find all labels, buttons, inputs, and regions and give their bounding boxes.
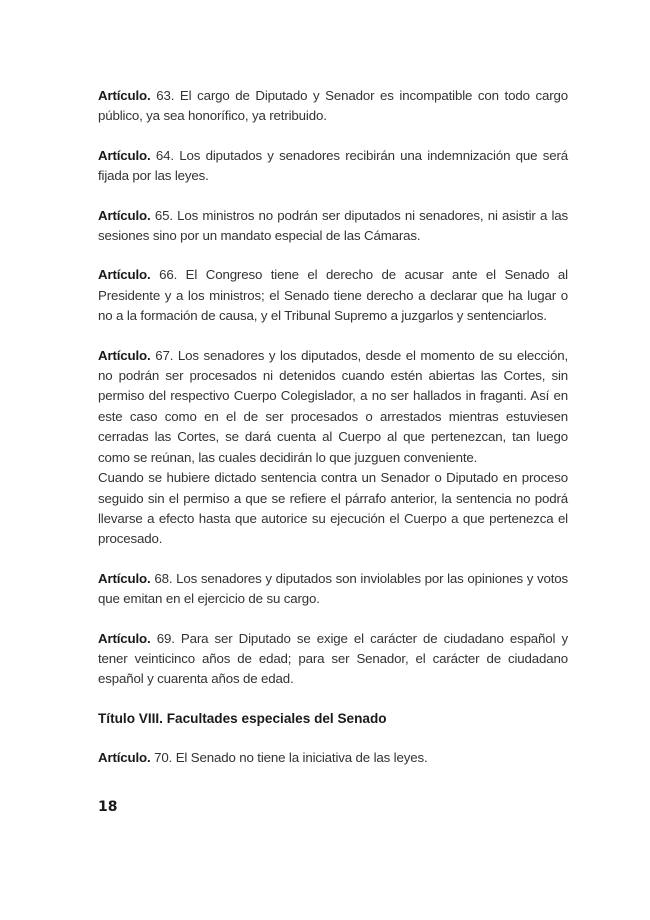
page-body bbox=[98, 86, 568, 788]
article-text: 69. Para ser Diputado se exige el carácter de ciudadano español y tener veinticinco años de edad; para ser Senador, el carácter de ciudadano español y cuarenta años de edad. bbox=[98, 630, 568, 687]
article-66 bbox=[98, 265, 568, 326]
article-label: Artículo. bbox=[98, 88, 151, 103]
article-65 bbox=[98, 206, 568, 247]
section-title: Título VIII. Facultades especiales del Senado bbox=[98, 710, 387, 726]
article-text: 66. El Congreso tiene el derecho de acusar ante el Senado al Presidente y a los ministros; el Senado tiene derecho a declarar que ha lugar o no a la formación de causa, y el Tribunal Supremo a juzgarlos y sentenciarlos. bbox=[98, 267, 568, 324]
article-label: Artículo. bbox=[98, 207, 151, 223]
article-label: Artículo. bbox=[98, 347, 151, 363]
article-text: 70. El Senado no tiene la iniciativa de las leyes. bbox=[150, 750, 428, 766]
article-text: 65. Los ministros no podrán ser diputados ni senadores, ni asistir a las sesiones sino por un mandato especial de las Cámaras. bbox=[98, 207, 568, 244]
article-label: Artículo. bbox=[98, 147, 151, 163]
article-continuation: Cuando se hubiere dictado sentencia contra un Senador o Diputado en proceso seguido sin el permiso a que se refiere el párrafo anterior, la sentencia no podrá llevarse a efecto hasta que autorice su ejecución el Cuerpo a que pertenezca el procesado. bbox=[98, 470, 568, 547]
article-text: 63. El cargo de Diputado y Senador es incompatible con todo cargo público, ya sea honorífico, ya retribuido. bbox=[98, 88, 568, 124]
article-text: 67. Los senadores y los diputados, desde el momento de su elección, no podrán ser procesados ni detenidos cuando estén abiertas las Cortes, sin permiso del respectivo Cuerpo Colegislador, a no ser hallados in fraganti. Así en este caso como en el de ser procesados o arrestados mientras estuviesen cerradas las Cortes, se dará cuenta al Cuerpo al que pertenezcan, tan luego como se reúnan, las cuales decidirán lo que juzguen conveniente. bbox=[98, 347, 568, 465]
article-69 bbox=[98, 629, 568, 690]
article-70 bbox=[98, 748, 568, 768]
article-label: Artículo. bbox=[98, 630, 151, 646]
article-text: 64. Los diputados y senadores recibirán una indemnización que será fijada por las leyes. bbox=[98, 147, 568, 184]
article-67 bbox=[98, 346, 568, 550]
article-64 bbox=[98, 146, 568, 187]
article-text: 68. Los senadores y diputados son inviolables por las opiniones y votos que emitan en el ejercicio de su cargo. bbox=[98, 570, 568, 607]
article-68 bbox=[98, 569, 568, 610]
page-number: 18 bbox=[98, 799, 118, 815]
article-63 bbox=[98, 86, 568, 127]
article-label: Artículo. bbox=[98, 750, 151, 766]
article-label: Artículo. bbox=[98, 267, 151, 283]
article-label: Artículo. bbox=[98, 570, 151, 586]
